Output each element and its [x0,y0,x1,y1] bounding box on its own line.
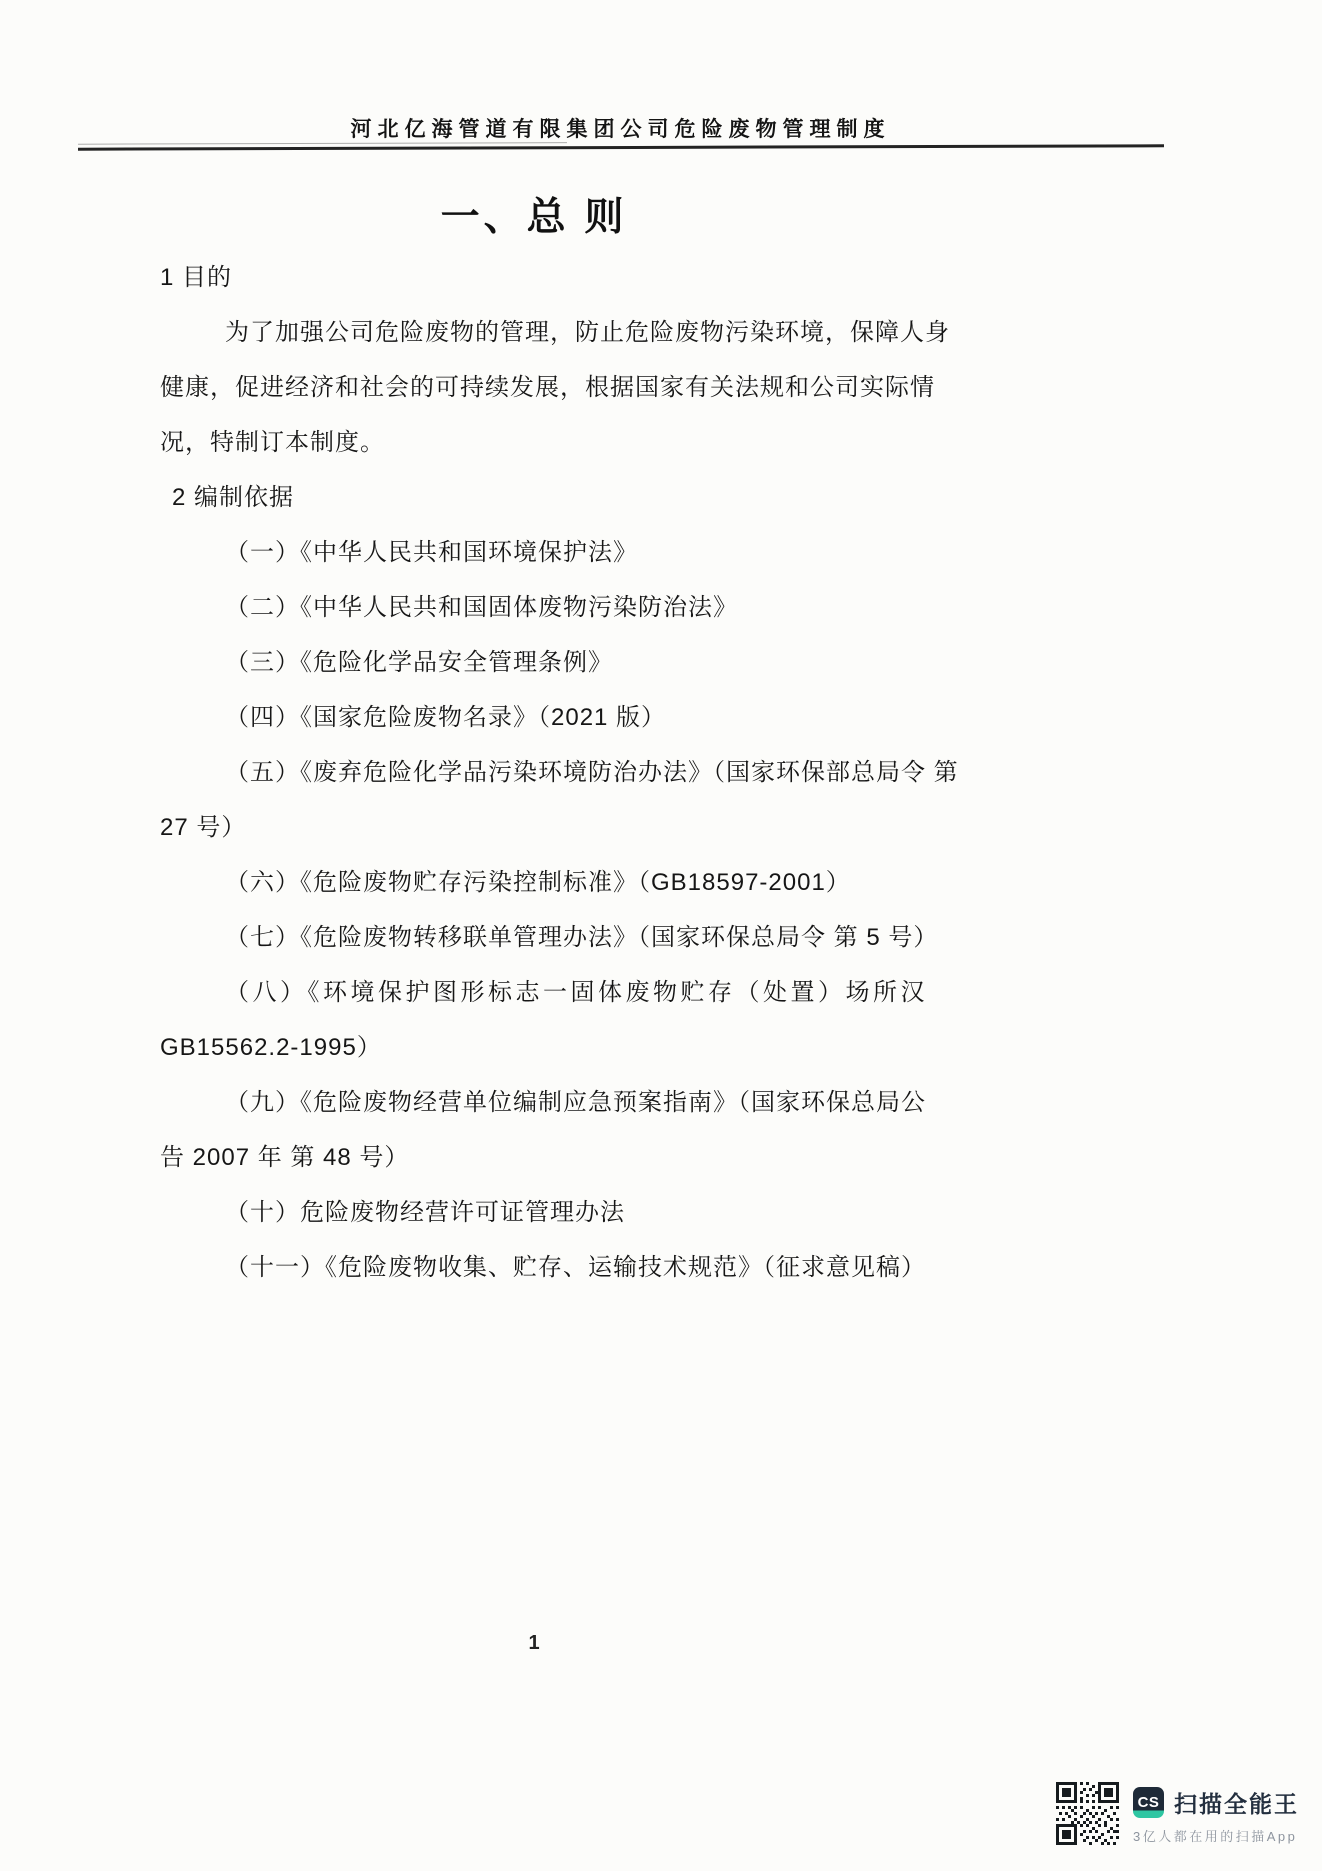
page-header-title: 河北亿海管道有限集团公司危险废物管理制度 [350,118,891,141]
document-title: 一、总 则 [440,196,628,239]
document-body [160,250,959,1295]
list-item-8: （八）《环境保护图形标志一固体废物贮存（处置）场所汉 [225,979,928,1006]
list-item-7: （七）《危险废物转移联单管理办法》（国家环保总局令 第 5 号） [225,924,939,951]
list-item-5: （五）《废弃危险化学品污染环境防治办法》（国家环保部总局令 第 [225,759,959,786]
list-item-8-continuation: GB15562.2-1995） [160,1034,382,1061]
section-heading-purpose: 1 目的 [160,264,233,291]
page-number: 1 [528,1632,540,1654]
app-tagline: 3亿人都在用的扫描App [1133,1829,1298,1844]
list-item-1: （一）《中华人民共和国环境保护法》 [225,539,638,566]
app-name-label: 扫描全能王 [1174,1791,1299,1817]
list-item-5-continuation: 27 号） [160,814,247,841]
header-rule [78,144,1164,150]
camscanner-watermark [1133,1786,1322,1845]
list-item-3: （三）《危险化学品安全管理条例》 [225,649,613,676]
list-item-11: （十一）《危险废物收集、贮存、运输技术规范》（征求意见稿） [225,1254,926,1281]
brand-row [1133,1786,1322,1819]
list-item-6: （六）《危险废物贮存污染控制标准》（GB18597-2001） [225,869,851,896]
list-item-2: （二）《中华人民共和国固体废物污染防治法》 [225,594,738,621]
list-item-4: （四）《国家危险废物名录》（2021 版） [225,704,667,731]
paragraph-line: 况，特制订本制度。 [160,429,385,456]
list-item-10: （十）危险废物经营许可证管理办法 [225,1199,625,1226]
paragraph-line: 健康，促进经济和社会的可持续发展，根据国家有关法规和公司实际情 [160,374,935,401]
qr-code-icon [1056,1782,1119,1845]
list-item-9: （九）《危险废物经营单位编制应急预案指南》（国家环保总局公 [225,1089,926,1116]
paragraph-line: 为了加强公司危险废物的管理，防止危险废物污染环境，保障人身 [225,319,950,346]
camscanner-logo-icon [1133,1787,1164,1818]
list-item-9-continuation: 告 2007 年 第 48 号） [160,1144,410,1171]
logo-letters: CS [1137,1794,1160,1811]
section-heading-basis: 2 编制依据 [172,484,295,511]
